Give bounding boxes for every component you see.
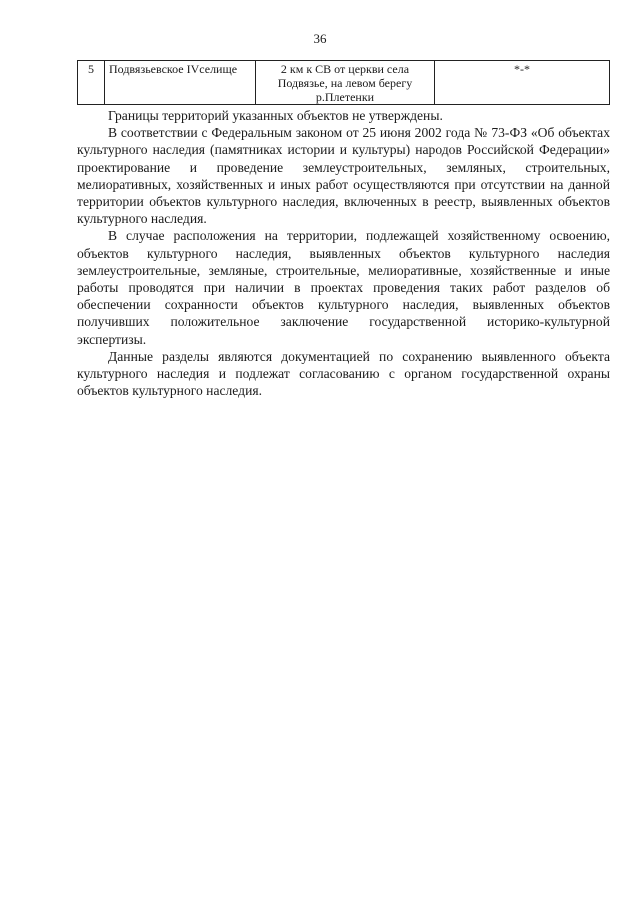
paragraph-borders-not-approved: Границы территорий указанных объектов не утверждены. [108,108,443,123]
paragraph-works-conditions: В случае расположения на территории, подлежащей хозяйственному освоению, объектов культурного наследия, выявленных объектов культурного наследия землеустроительные, земляные, строительные, мелиоративные, хозяйственные и иные работы проводятся при наличии в проектах проведения таких работ разделов об обеспечении сохранности объектов культурного наследия, выявленных объектов получивших положительное заключение государственной историко-культурной экспертизы. [77,228,610,347]
table-row [78,61,610,105]
paragraph-federal-law: В соответствии с Федеральным законом от 25 июня 2002 года № 73-ФЗ «Об объектах культурного наследия (памятниках истории и культуры) народов Российской Федерации» проектирование и проведение землеустроительных, земляных, строительных, мелиоративных, хозяйственных и иных работ осуществляются при отсутствии на данной территории объектов культурного наследия, включенных в реестр, выявленных объектов культурного наследия. [77,125,610,227]
heritage-objects-table [77,60,610,105]
paragraph-documentation: Данные разделы являются документацией по сохранению выявленного объекта культурного наследия и подлежат согласованию с органом государственной охраны объектов культурного наследия. [77,348,610,399]
object-documents-cell: *-* [435,61,610,105]
row-number-cell: 5 [78,61,105,105]
page-number: 36 [313,31,327,46]
object-location-cell: 2 км к СВ от церкви села Подвязье, на левом берегу р.Плетенки [256,61,435,105]
document-body [77,107,610,399]
object-name-cell: Подвязьевское IVселище [105,61,256,105]
